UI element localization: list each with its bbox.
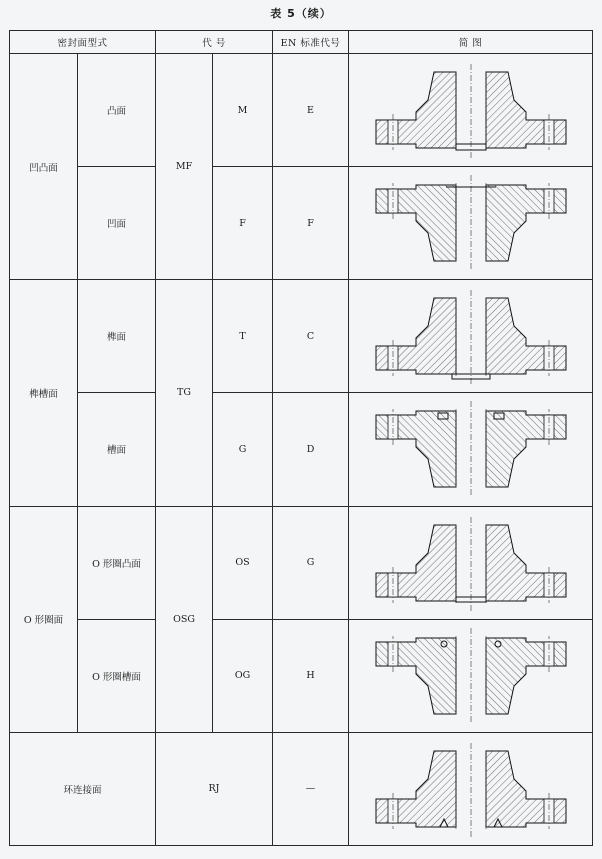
subtype-cell: O 形圈槽面 [78,619,156,732]
header-seal-face-type: 密封面型式 [10,31,156,54]
type-cell: 榫槽面 [10,280,78,506]
code-cell: F [213,167,273,280]
group-code-cell: TG [156,280,213,506]
code-cell: OS [213,506,273,619]
table-header-row [10,31,593,54]
o-ring-groove-face-flange-sketch [349,619,593,732]
en-code-cell: — [273,732,349,845]
o-ring-raised-face-flange-sketch [349,506,593,619]
type-cell: O 形圈面 [10,506,78,732]
en-code-cell: F [273,167,349,280]
table-row [10,393,593,506]
header-sketch: 简 图 [349,31,593,54]
en-code-cell: C [273,280,349,393]
type-cell: 凹凸面 [10,54,78,280]
code-cell: OG [213,619,273,732]
tongue-face-flange-sketch [349,280,593,393]
table-caption: 表 5（续） [270,7,332,20]
en-code-cell: D [273,393,349,506]
group-code-cell: OSG [156,506,213,732]
table-row [10,167,593,280]
en-code-cell: G [273,506,349,619]
code-cell: G [213,393,273,506]
subtype-cell: O 形圈凸面 [78,506,156,619]
subtype-cell: 槽面 [78,393,156,506]
group-code-cell: MF [156,54,213,280]
en-code-cell: E [273,54,349,167]
subtype-cell: 榫面 [78,280,156,393]
group-code-cell: RJ [156,732,273,845]
groove-face-flange-sketch [349,393,593,506]
type-cell: 环连接面 [10,732,156,845]
recessed-face-flange-sketch [349,167,593,280]
raised-face-flange-sketch [349,54,593,167]
subtype-cell: 凹面 [78,167,156,280]
table-row [10,280,593,393]
table-row [10,54,593,167]
en-code-cell: H [273,619,349,732]
seal-face-table [9,30,593,846]
subtype-cell: 凸面 [78,54,156,167]
header-en-code: EN 标准代号 [273,31,349,54]
table-row [10,732,593,845]
ring-joint-face-flange-sketch [349,732,593,845]
header-code: 代 号 [156,31,273,54]
table-row [10,619,593,732]
code-cell: M [213,54,273,167]
code-cell: T [213,280,273,393]
table-row [10,506,593,619]
